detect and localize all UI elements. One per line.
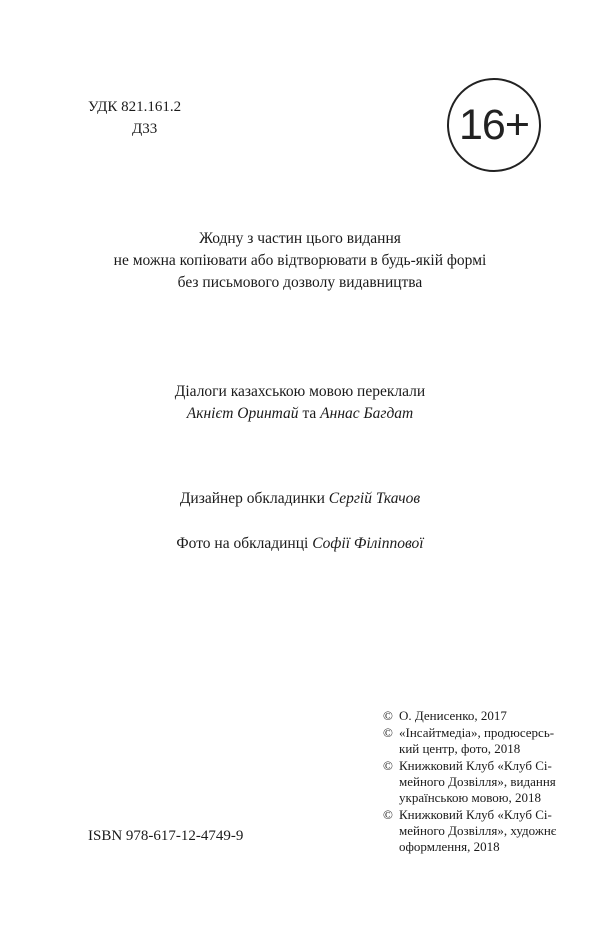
photo-label: Фото на обкладинці [176, 535, 313, 552]
translators-label: Діалоги казахською мовою переклали [174, 383, 426, 400]
copyright-list [383, 708, 563, 856]
copyright-entry [383, 758, 563, 806]
cover-photo-credit [0, 533, 600, 555]
copy-notice [0, 228, 600, 294]
designer-label: Дизайнер обкладинки [179, 490, 329, 507]
udk-classification [88, 96, 181, 140]
copyright-symbol: © [383, 758, 393, 773]
age-rating-text: 16+ [459, 100, 529, 149]
designer-name: Сергій Ткачов [328, 490, 421, 507]
copyright-entry [383, 807, 563, 855]
copyright-entry [383, 708, 563, 724]
translators-credit [0, 381, 600, 425]
notice-line: без письмового дозволу видавництва [177, 274, 423, 291]
translator-name: Акнієт Оринтай [186, 405, 299, 422]
translators-conjunction: та [298, 405, 321, 422]
copyright-text: «Інсайтмедіа», продюсерсь- кий центр, фото, 2018 [399, 725, 555, 756]
author-sign: Д33 [132, 121, 158, 137]
copyright-symbol: © [383, 725, 393, 740]
cover-designer-credit [0, 488, 600, 510]
notice-line: Жодну з частин цього видання [199, 230, 401, 247]
translators-names [0, 403, 600, 425]
age-rating-badge [447, 78, 541, 172]
notice-line: не можна копіювати або відтворювати в будь-якій формі [113, 252, 487, 269]
isbn: ISBN 978-617-12-4749-9 [88, 828, 244, 844]
copyright-text: О. Денисенко, 2017 [399, 708, 507, 723]
copyright-entry [383, 725, 563, 757]
copyright-text: Книжковий Клуб «Клуб Сі- мейного Дозвілля», художнє оформлення, 2018 [399, 807, 557, 854]
copyright-symbol: © [383, 708, 393, 723]
udk-code: УДК 821.161.2 [88, 99, 182, 115]
copyright-symbol: © [383, 807, 393, 822]
translator-name: Аннас Багдат [320, 405, 414, 422]
photographer-name: Софії Філіппової [312, 535, 424, 552]
copyright-text: Книжковий Клуб «Клуб Сі- мейного Дозвілля», видання українською мовою, 2018 [399, 758, 556, 805]
